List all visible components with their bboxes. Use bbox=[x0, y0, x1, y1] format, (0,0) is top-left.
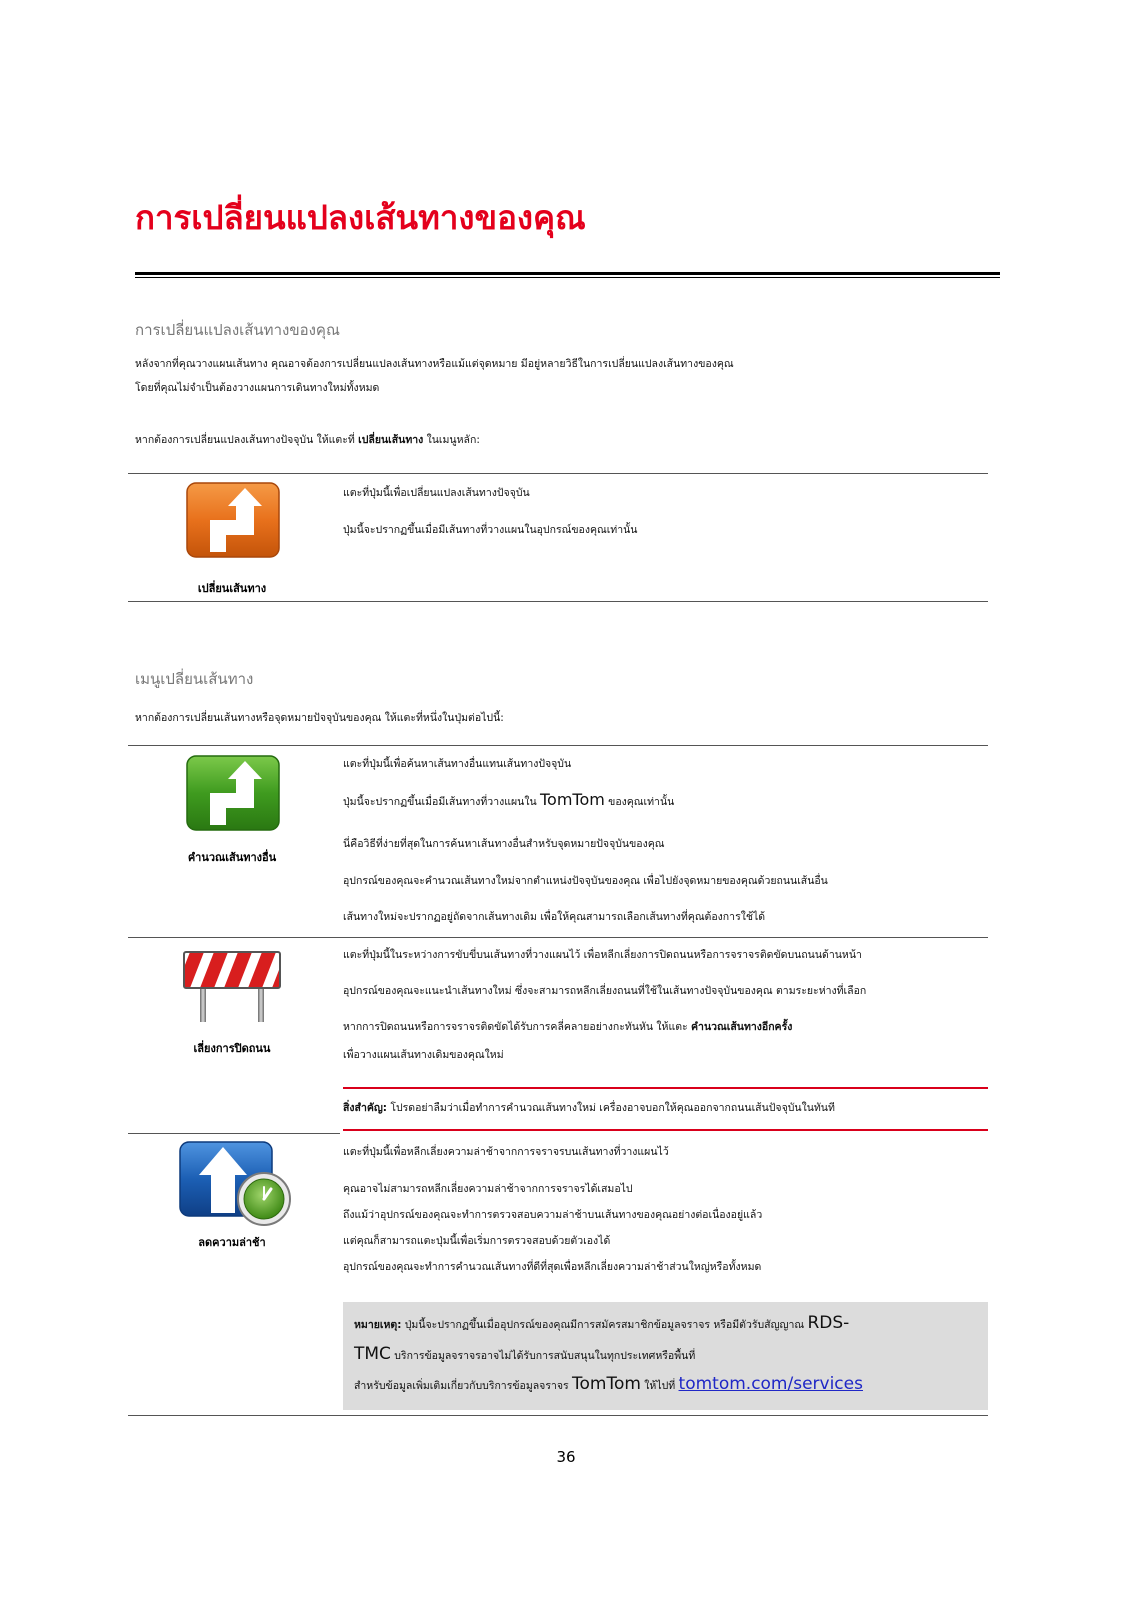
roadblock-icon[interactable] bbox=[182, 950, 282, 1028]
table-top-rule bbox=[128, 473, 988, 474]
avoid-roadblock-desc-4: เพื่อวางแผนเส้นทางเดิมของคุณใหม่ bbox=[343, 1049, 504, 1061]
note-rds: RDS- bbox=[807, 1313, 850, 1333]
important-bottom-rule bbox=[343, 1129, 988, 1131]
minimize-delays-desc-4: แต่คุณก็สามารถแตะปุ่มนี้เพื่อเริ่มการตรวจสอบด้วยตัวเองได้ bbox=[343, 1235, 611, 1247]
avoid-roadblock-desc-3 bbox=[343, 1019, 792, 1035]
intro-line-1: หลังจากที่คุณวางแผนเส้นทาง คุณอาจต้องการเปลี่ยนแปลงเส้นทางหรือแม้แต่จุดหมาย มีอยู่หลายวิธีในการเปลี่ยนแปลงเส้นทางของคุณ bbox=[135, 358, 734, 370]
alternative-route-desc-2-pre: ปุ่มนี้จะปรากฏขึ้นเมื่อมีเส้นทางที่วางแผนใน bbox=[343, 796, 540, 808]
alternative-route-desc-5: เส้นทางใหม่จะปรากฏอยู่ถัดจากเส้นทางเดิม เพื่อให้คุณสามารถเลือกเส้นทางที่คุณต้องการใช้ได้ bbox=[343, 911, 766, 923]
note-tmc: TMC bbox=[354, 1344, 391, 1364]
note-line-2 bbox=[354, 1344, 695, 1364]
note-line-3 bbox=[354, 1374, 863, 1394]
minimize-delays-desc-2: คุณอาจไม่สามารถหลีกเลี่ยงความล่าช้าจากการจราจรได้เสมอไป bbox=[343, 1183, 633, 1195]
menu-table-top-rule bbox=[128, 745, 988, 746]
instruction-bold: เปลี่ยนเส้นทาง bbox=[358, 434, 424, 446]
change-route-icon[interactable] bbox=[186, 482, 280, 562]
note-text-2: บริการข้อมูลจราจรอาจไม่ได้รับการสนับสนุนในทุกประเทศหรือพื้นที่ bbox=[390, 1350, 696, 1362]
page-title: การเปลี่ยนแปลงเส้นทางของคุณ bbox=[135, 198, 586, 237]
note-label: หมายเหตุ: bbox=[354, 1319, 402, 1331]
alternative-route-desc-2-post: ของคุณเท่านั้น bbox=[604, 796, 675, 808]
table-bottom-rule bbox=[128, 1415, 988, 1416]
instruction-post: ในเมนูหลัก: bbox=[423, 434, 480, 446]
intro-line-2: โดยที่คุณไม่จำเป็นต้องวางแผนการเดินทางใหม่ทั้งหมด bbox=[135, 382, 380, 394]
alternative-route-icon[interactable] bbox=[186, 755, 280, 835]
minimize-delays-icon[interactable] bbox=[179, 1141, 291, 1231]
change-route-label: เปลี่ยนเส้นทาง bbox=[197, 582, 267, 595]
important-label: สิ่งสำคัญ: bbox=[343, 1102, 388, 1114]
note-box bbox=[343, 1302, 988, 1410]
table-bottom-rule bbox=[128, 601, 988, 602]
minimize-delays-desc-3: ถึงแม้ว่าอุปกรณ์ของคุณจะทำการตรวจสอบความล่าช้าบนเส้นทางของคุณอย่างต่อเนื่องอยู่แล้ว bbox=[343, 1209, 763, 1221]
note-text-3: สำหรับข้อมูลเพิ่มเติมเกี่ยวกับบริการข้อมูลจราจร bbox=[354, 1380, 573, 1392]
avoid-roadblock-desc-1: แตะที่ปุ่มนี้ในระหว่างการขับขี่บนเส้นทางที่วางแผนไว้ เพื่อหลีกเลี่ยงการปิดถนนหรือการจราจรติดขัดบนถนนด้านหน้า bbox=[343, 949, 862, 961]
row-divider bbox=[128, 937, 988, 938]
instruction-text bbox=[135, 428, 480, 452]
minimize-delays-label: ลดความล่าช้า bbox=[198, 1236, 266, 1249]
change-route-desc-2: ปุ่มนี้จะปรากฏขึ้นเมื่อมีเส้นทางที่วางแผนในอุปกรณ์ของคุณเท่านั้น bbox=[343, 524, 638, 536]
brand-name: TomTom bbox=[539, 790, 605, 809]
alternative-route-label: คำนวณเส้นทางอื่น bbox=[187, 851, 277, 864]
note-brand: TomTom bbox=[572, 1374, 641, 1394]
minimize-delays-desc-1: แตะที่ปุ่มนี้เพื่อหลีกเลี่ยงความล่าช้าจากการจราจรบนเส้นทางที่วางแผนไว้ bbox=[343, 1146, 669, 1158]
alternative-route-desc-1: แตะที่ปุ่มนี้เพื่อค้นหาเส้นทางอื่นแทนเส้นทางปัจจุบัน bbox=[343, 758, 572, 770]
title-rule bbox=[135, 272, 1000, 275]
note-text-4: ให้ไปที่ bbox=[640, 1380, 679, 1392]
recalculate-route-term: คำนวณเส้นทางอีกครั้ง bbox=[691, 1021, 793, 1033]
note-text-1: ปุ่มนี้จะปรากฏขึ้นเมื่ออุปกรณ์ของคุณมีการสมัครสมาชิกข้อมูลจราจร หรือมีตัวรับสัญญาณ bbox=[401, 1319, 808, 1331]
important-note bbox=[343, 1100, 835, 1116]
page-number: 36 bbox=[556, 1448, 576, 1466]
services-link[interactable]: tomtom.com/services bbox=[678, 1374, 863, 1394]
section-title-change-route: การเปลี่ยนแปลงเส้นทางของคุณ bbox=[135, 321, 340, 339]
alternative-route-desc-2 bbox=[343, 792, 674, 810]
change-route-desc-1: แตะที่ปุ่มนี้เพื่อเปลี่ยนแปลงเส้นทางปัจจุบัน bbox=[343, 487, 530, 499]
avoid-roadblock-label: เลี่ยงการปิดถนน bbox=[193, 1042, 271, 1055]
title-rule-thin bbox=[135, 277, 1000, 278]
minimize-delays-desc-5: อุปกรณ์ของคุณจะทำการคำนวณเส้นทางที่ดีที่สุดเพื่อหลีกเลี่ยงความล่าช้าส่วนใหญ่หรือทั้งหมด bbox=[343, 1261, 762, 1273]
important-top-rule bbox=[343, 1087, 988, 1089]
menu-intro: หากต้องการเปลี่ยนเส้นทางหรือจุดหมายปัจจุบันของคุณ ให้แตะที่หนึ่งในปุ่มต่อไปนี้: bbox=[135, 712, 504, 724]
avoid-roadblock-desc-2: อุปกรณ์ของคุณจะแนะนำเส้นทางใหม่ ซึ่งจะสามารถหลีกเลี่ยงถนนที่ใช้ในเส้นทางปัจจุบันของคุณ ตามระยะห่างที่เลือก bbox=[343, 985, 867, 997]
row-divider bbox=[128, 1133, 340, 1134]
avoid-roadblock-desc-3-pre: หากการปิดถนนหรือการจราจรติดขัดได้รับการคลี่คลายอย่างกะทันหัน ให้แตะ bbox=[343, 1021, 692, 1033]
section-title-change-route-menu: เมนูเปลี่ยนเส้นทาง bbox=[135, 670, 254, 688]
alternative-route-desc-3: นี่คือวิธีที่ง่ายที่สุดในการค้นหาเส้นทางอื่นสำหรับจุดหมายปัจจุบันของคุณ bbox=[343, 838, 665, 850]
note-line-1 bbox=[354, 1313, 849, 1333]
alternative-route-desc-4: อุปกรณ์ของคุณจะคำนวณเส้นทางใหม่จากตำแหน่งปัจจุบันของคุณ เพื่อไปยังจุดหมายของคุณด้วยถนนเส้นอื่น bbox=[343, 875, 828, 887]
important-text: โปรดอย่าลืมว่าเมื่อทำการคำนวณเส้นทางใหม่ เครื่องอาจบอกให้คุณออกจากถนนเส้นปัจจุบันในทันที bbox=[387, 1102, 835, 1114]
instruction-pre: หากต้องการเปลี่ยนแปลงเส้นทางปัจจุบัน ให้แตะที่ bbox=[135, 434, 359, 446]
